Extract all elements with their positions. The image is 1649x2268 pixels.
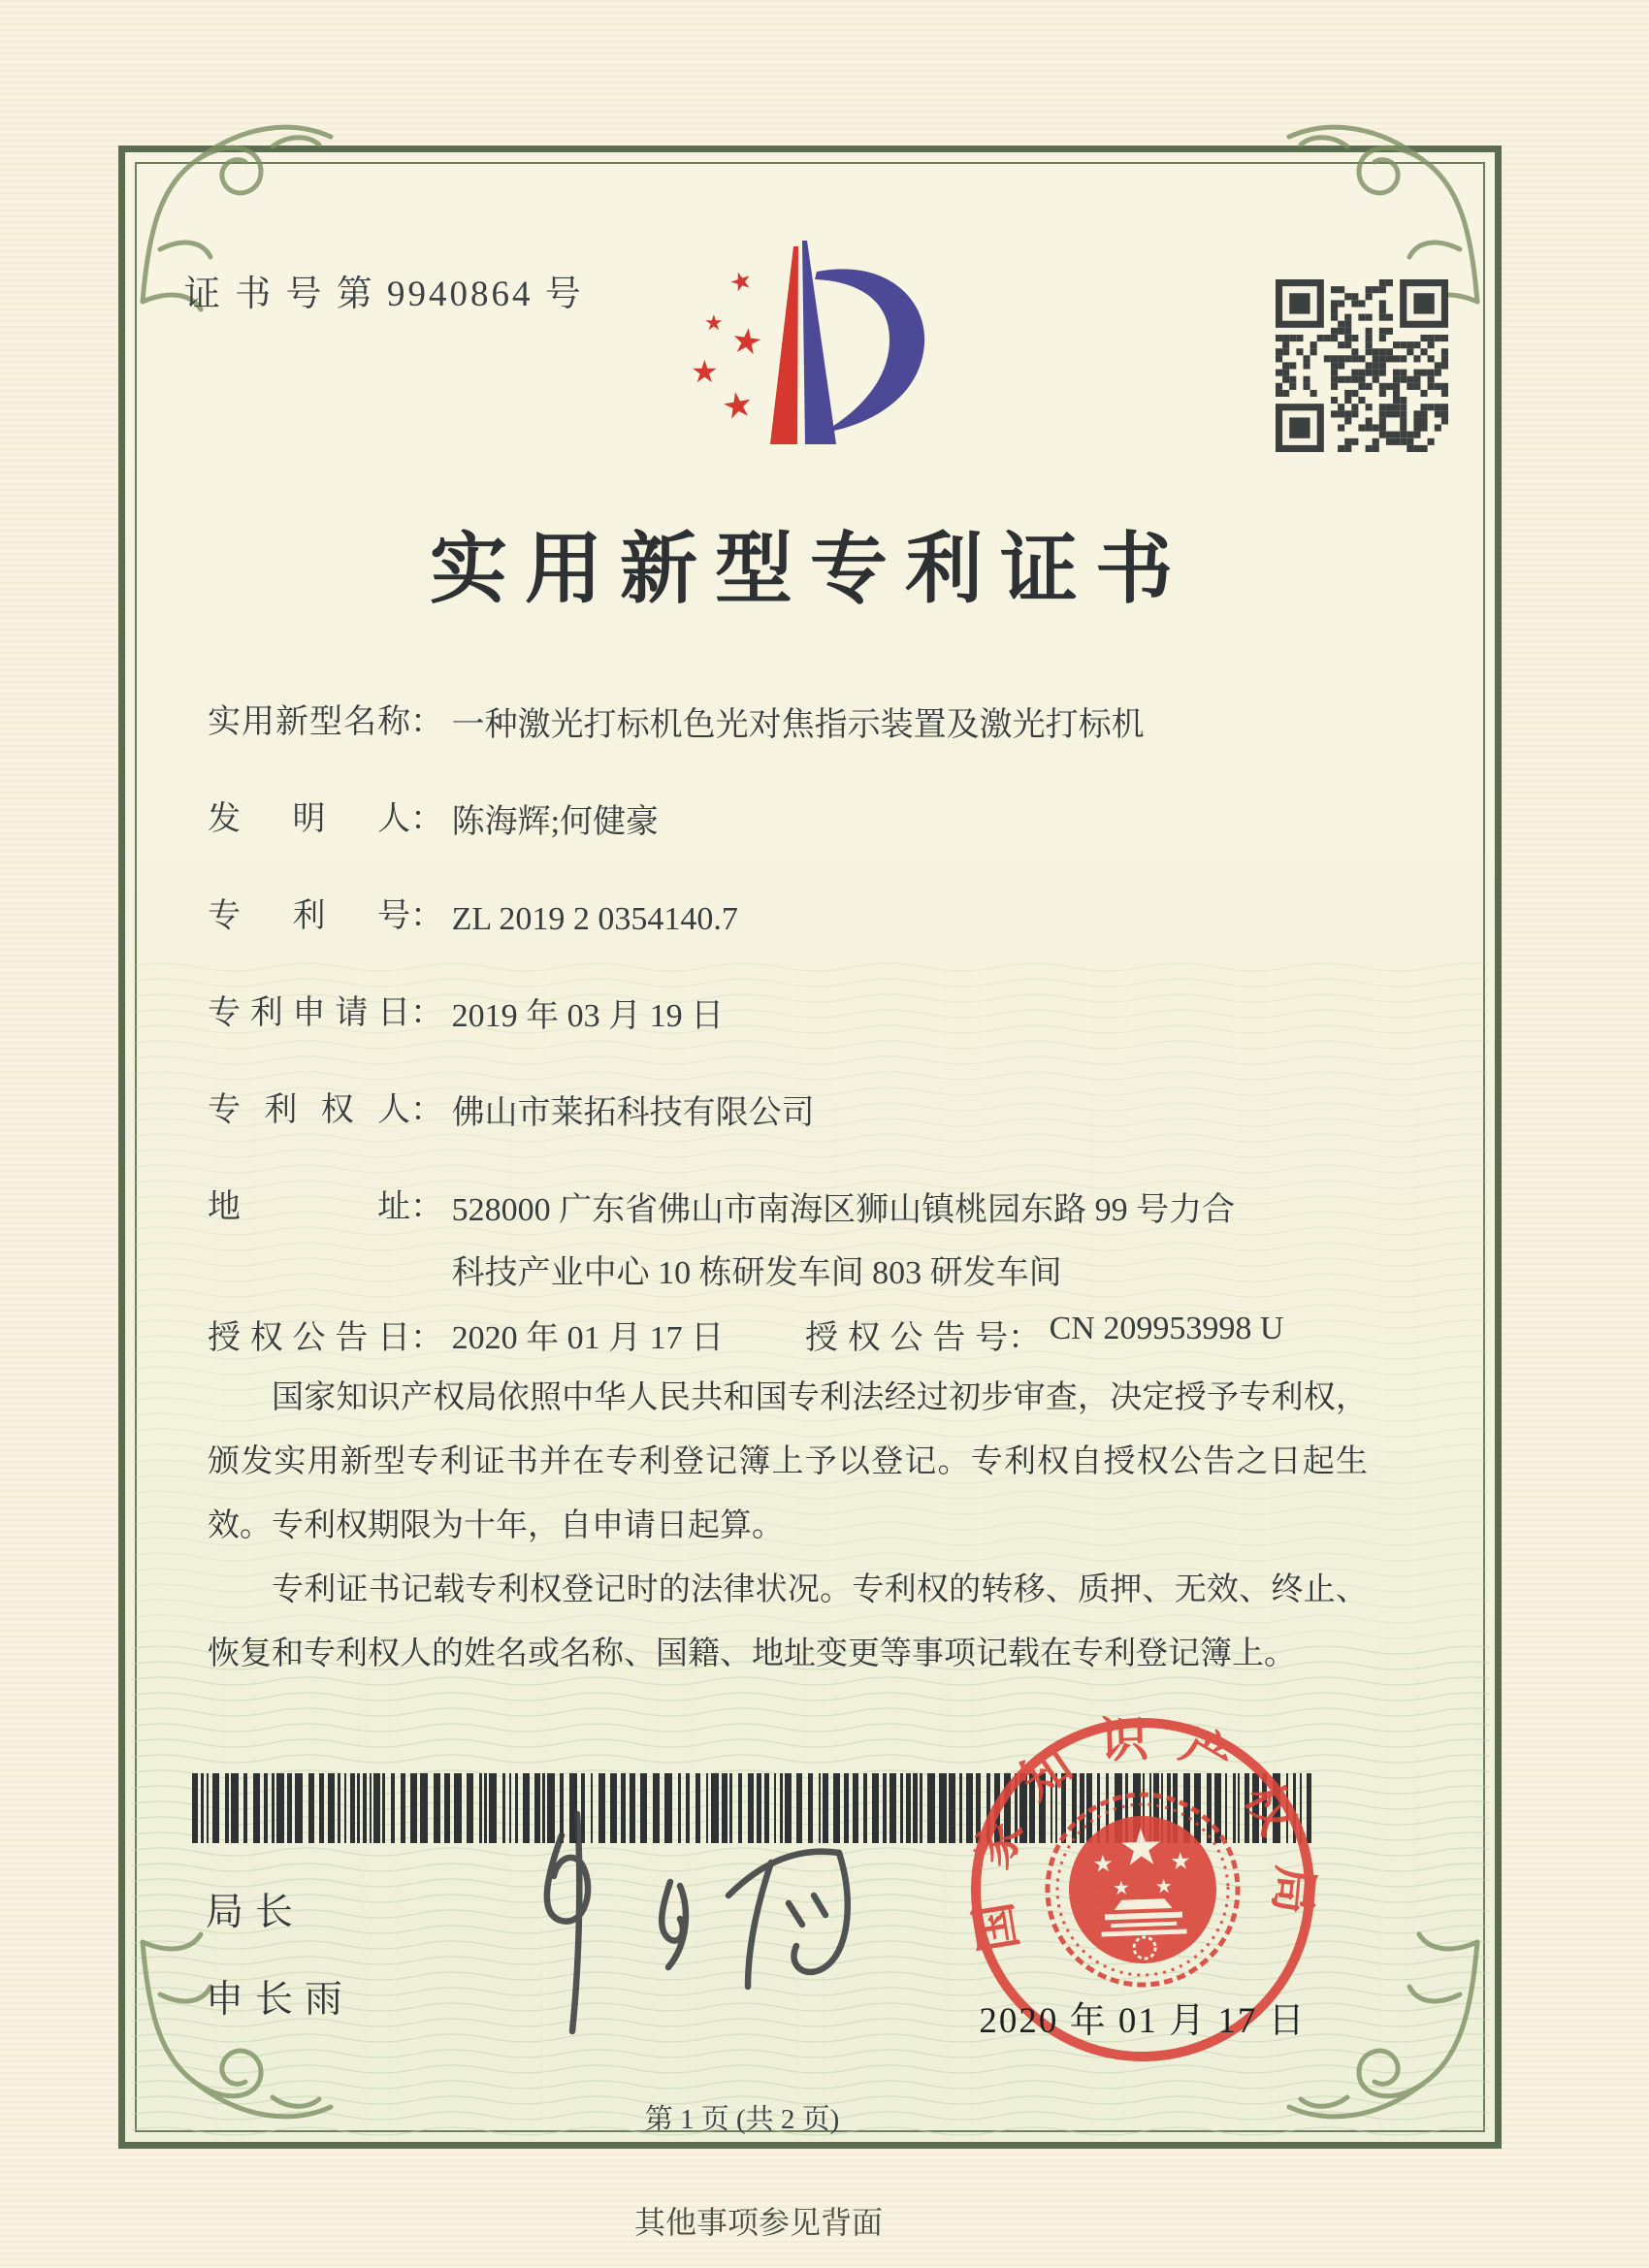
field-filing-date: 专利申请日 ： 2019 年 03 月 19 日 [208, 986, 1372, 1083]
emblem-star-small-1: ★ [1091, 1850, 1115, 1878]
cnipa-logo [679, 231, 941, 452]
logo-star-3: ★ [728, 319, 765, 365]
body-paragraph-1: 国家知识产权局依照中华人民共和国专利法经过初步审查，决定授予专利权，颁发实用新型专利证书并在专利登记簿上予以登记。专利权自授权公告之日起生效。专利权期限为十年，自申请日起算。 [208, 1380, 1368, 1543]
page-number: 第 1 页 (共 2 页) [644, 2104, 840, 2135]
director-name: 申长雨 [206, 1979, 355, 2021]
emblem-star-big: ★ [1117, 1818, 1165, 1878]
field-label: 发明人 [208, 801, 411, 837]
field-grant-date: 授权公告日 ： 2020 年 01 月 17 日 [208, 1311, 805, 1358]
field-label: 实用新型名称 [208, 704, 411, 740]
certificate-fields [208, 695, 1372, 1358]
certificate-body-text [208, 1366, 1368, 1686]
logo-star-5: ★ [719, 383, 758, 429]
logo-star-4: ★ [691, 353, 719, 390]
field-patentee: 专利权人 ： 佛山市莱拓科技有限公司 [208, 1083, 1372, 1180]
field-label: 授权公告号 [805, 1320, 1009, 1357]
field-label: 地址 [208, 1189, 411, 1225]
certificate-title: 实用新型专利证书 [430, 528, 1190, 613]
logo-red-wedge [770, 246, 798, 444]
field-utility-model-name: 实用新型名称 ： 一种激光打标机色光对焦指示装置及激光打标机 [208, 695, 1372, 792]
certificate-number: 证 书 号 第 9940864 号 [184, 275, 584, 314]
field-value: 一种激光打标机色光对焦指示装置及激光打标机 [451, 707, 1145, 743]
emblem-star-small-2: ★ [1169, 1847, 1192, 1875]
field-value: 佛山市莱拓科技有限公司 [451, 1095, 815, 1131]
seal-date: 2020 年 01 月 17 日 [979, 2001, 1307, 2041]
director-title: 局长 [206, 1892, 306, 1933]
field-value: 2019 年 03 月 19 日 [451, 998, 725, 1034]
back-side-note: 其他事项参见背面 [633, 2205, 883, 2240]
field-value: 2020 年 01 月 17 日 [451, 1320, 725, 1357]
body-paragraph-2: 专利证书记载专利权登记时的法律状况。专利权的转移、质押、无效、终止、恢复和专利权人的姓名或名称、国籍、地址变更等事项记载在专利登记簿上。 [208, 1572, 1368, 1671]
qr-code [1276, 279, 1448, 457]
director-block [206, 1882, 354, 2057]
logo-star-2: ★ [704, 311, 724, 336]
logo-star-1: ★ [726, 264, 757, 300]
field-inventor: 发明人 ： 陈海辉;何健豪 [208, 792, 1372, 889]
field-patent-number: 专利号 ： ZL 2019 2 0354140.7 [208, 889, 1372, 986]
field-label: 专利申请日 [208, 995, 411, 1031]
field-grant-number: 授权公告号 ： CN 209953998 U [805, 1311, 1284, 1357]
field-label: 专利号 [208, 898, 411, 934]
field-address: 地址 ： 528000 广东省佛山市南海区狮山镇桃园东路 99 号力合科技产业中心 10 栋研发车间 803 研发车间 [208, 1180, 1265, 1305]
field-value: ZL 2019 2 0354140.7 [451, 901, 738, 937]
field-value: 528000 广东省佛山市南海区狮山镇桃园东路 99 号力合科技产业中心 10 栋研发车间 803 研发车间 [451, 1192, 1236, 1291]
field-value: CN 209953998 U [1049, 1311, 1284, 1347]
seal-text: 国家知识产权局 [961, 1710, 1323, 1956]
logo-p-bowl [815, 269, 924, 433]
emblem-star-small-4: ★ [1154, 1873, 1174, 1898]
field-grant-row [208, 1311, 1372, 1358]
emblem-star-small-3: ★ [1112, 1875, 1131, 1900]
field-label: 授权公告日 [208, 1320, 411, 1357]
director-signature [407, 1800, 970, 2043]
field-value: 陈海辉;何健豪 [451, 804, 660, 840]
field-label: 专利权人 [208, 1092, 411, 1128]
